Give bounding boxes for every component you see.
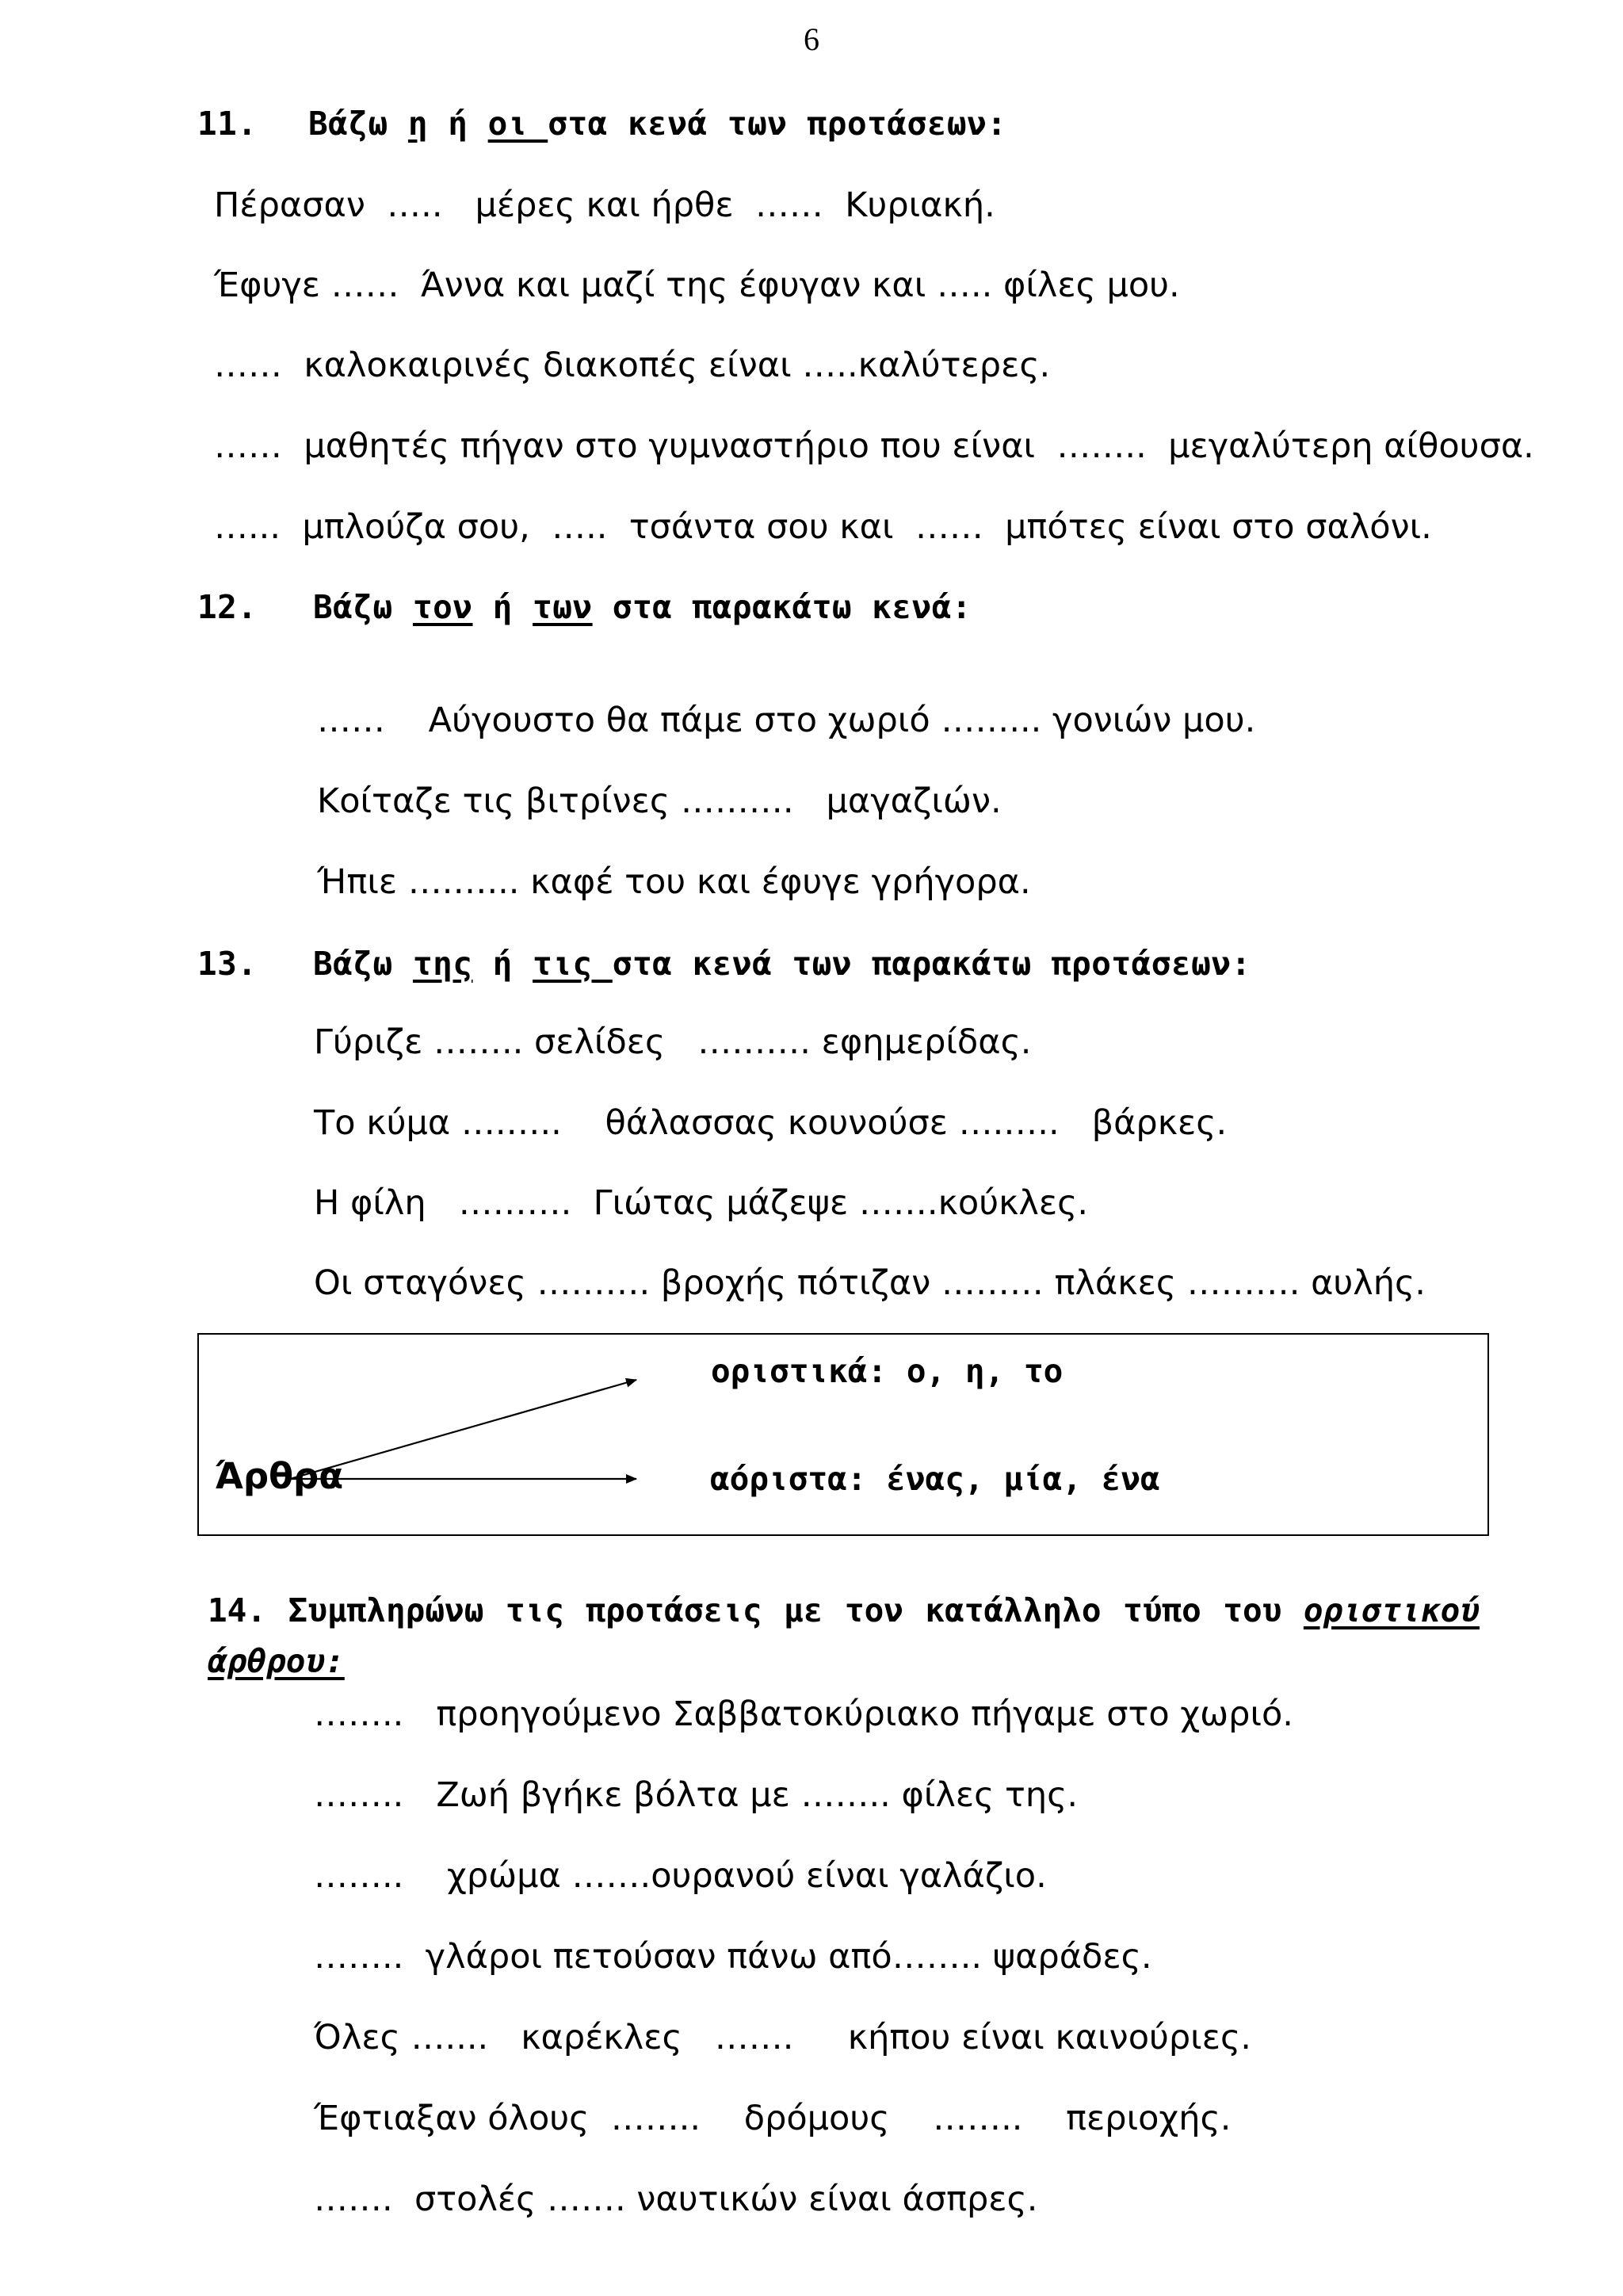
exercise-11-sentence: …... μπλούζα σου, ….. τσάντα σου και …… μπότες είναι στο σαλόνι. bbox=[214, 507, 1432, 547]
exercise-14-number: 14. bbox=[208, 1591, 267, 1629]
exercise-14-sentence: …….. προηγούμενο Σαββατοκύριακο πήγαμε στο χωριό. bbox=[314, 1694, 1293, 1734]
underlined-word: οριστικού bbox=[1303, 1591, 1480, 1629]
exercise-11-number: 11. bbox=[197, 105, 258, 143]
exercise-13-number: 13. bbox=[197, 945, 258, 983]
choice-eta: η bbox=[407, 105, 429, 143]
exercise-12-heading: 12. Βάζω τον ή των στα παρακάτω κενά: bbox=[197, 588, 972, 626]
exercise-13-sentence: Η φίλη ………. Γιώτας μάζεψε …….κούκλες. bbox=[314, 1183, 1089, 1223]
exercise-12-sentence: Ήπιε ….…... καφέ του και έφυγε γρήγορα. bbox=[317, 862, 1031, 902]
exercise-14-heading: 14. Συμπληρώνω τις προτάσεις με τον κατάλληλο τύπο του οριστικού άρθρου: bbox=[208, 1591, 1480, 1680]
exercise-11-sentence: …… καλοκαιρινές διακοπές είναι …..καλύτερες. bbox=[214, 346, 1051, 385]
choice-ton: τον bbox=[412, 588, 473, 626]
exercise-14-sentence: ……. στολές ……. ναυτικών είναι άσπρες. bbox=[314, 2179, 1038, 2219]
exercise-13-sentence: Οι σταγόνες ………. βροχής πότιζαν ……… πλάκες ………. αυλής. bbox=[314, 1263, 1426, 1303]
exercise-11-heading: 11. Βάζω η ή οι στα κενά των προτάσεων: bbox=[197, 105, 1007, 143]
definite-articles-label: οριστικά: ο, η, το bbox=[711, 1352, 1064, 1390]
exercise-13-sentence: Γύριζε …….. σελίδες ………. εφημερίδας. bbox=[314, 1022, 1032, 1062]
choice-twn: των bbox=[533, 588, 593, 626]
choice-tis-plural: τις bbox=[533, 945, 613, 983]
exercise-12-sentence: Κοίταζε τις βιτρίνες ………. μαγαζιών. bbox=[317, 781, 1002, 821]
exercise-14-sentence: …….. Ζωή βγήκε βόλτα με …….. φίλες της. bbox=[314, 1775, 1079, 1815]
exercise-14-sentence: Όλες ….... καρέκλες ……. κήπου είναι καινούριες. bbox=[314, 2018, 1251, 2057]
articles-label: Άρθρα bbox=[215, 1455, 344, 1497]
exercise-11-sentence: Έφυγε …… Άννα και μαζί της έφυγαν και ….. φίλες μου. bbox=[214, 266, 1180, 305]
exercise-11-sentence: Πέρασαν ….. μέρες και ήρθε …… Κυριακή. bbox=[214, 185, 995, 225]
exercise-12-sentence: …… Αύγουστο θα πάμε στο χωριό ……... γονιών μου. bbox=[317, 701, 1256, 740]
indefinite-articles-label: αόριστα: ένας, μία, ένα bbox=[710, 1460, 1160, 1498]
exercise-14-sentence: …….. γλάροι πετούσαν πάνω από…….. ψαράδες. bbox=[314, 1937, 1152, 1977]
exercise-12-number: 12. bbox=[197, 588, 258, 626]
exercise-14-sentence: Έφτιαξαν όλους …….. δρόμους …….. περιοχής. bbox=[314, 2099, 1232, 2138]
underlined-word: άρθρου: bbox=[208, 1642, 345, 1680]
articles-box bbox=[197, 1333, 1489, 1536]
exercise-13-sentence: Το κύμα ….….. θάλασσας κουνούσε ….….. βάρκες. bbox=[314, 1103, 1228, 1143]
exercise-14-sentence: …….. χρώμα …….ουρανού είναι γαλάζιο. bbox=[314, 1856, 1047, 1896]
page-number: 6 bbox=[804, 21, 819, 57]
choice-tis-genitive: της bbox=[412, 945, 473, 983]
exercise-13-heading: 13. Βάζω της ή τις στα κενά των παρακάτω προτάσεων: bbox=[197, 945, 1251, 983]
choice-oi: οι bbox=[487, 105, 548, 143]
exercise-11-sentence: …… μαθητές πήγαν στο γυμναστήριο που είναι …….. μεγαλύτερη αίθουσα. bbox=[214, 426, 1534, 466]
